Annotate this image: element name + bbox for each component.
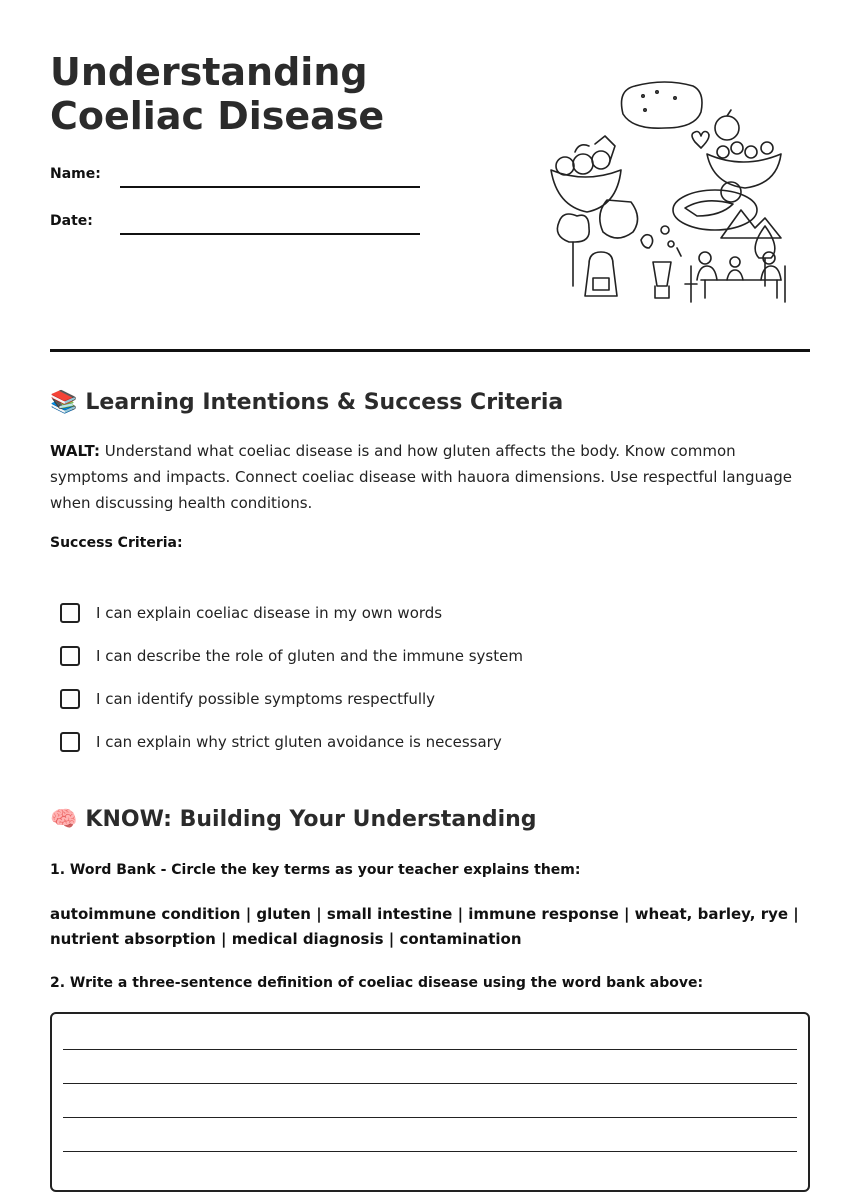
know-heading: 🧠 KNOW: Building Your Understanding <box>50 807 537 832</box>
answer-line <box>63 1151 797 1152</box>
page-title: Understanding Coeliac Disease <box>50 50 385 138</box>
name-field[interactable] <box>120 186 420 188</box>
criteria-item <box>60 687 435 711</box>
healthy-food-illustration <box>545 72 795 312</box>
answer-line <box>63 1049 797 1050</box>
success-criteria-label: Success Criteria: <box>50 535 183 551</box>
definition-answer-box[interactable] <box>50 1012 810 1192</box>
books-icon: 📚 <box>50 390 78 415</box>
criteria-text: I can explain why strict gluten avoidance is necessary <box>96 733 502 751</box>
bread-loaf-icon <box>622 82 703 128</box>
question-1: 1. Word Bank - Circle the key terms as your teacher explains them: <box>50 862 581 878</box>
criteria-checkbox[interactable] <box>60 646 80 666</box>
criteria-text: I can explain coeliac disease in my own words <box>96 604 443 622</box>
learning-heading: 📚 Learning Intentions & Success Criteria <box>50 390 564 415</box>
criteria-checkbox[interactable] <box>60 603 80 623</box>
walt-label: WALT: <box>50 442 100 460</box>
date-label: Date: <box>50 213 93 229</box>
brain-icon: 🧠 <box>50 807 78 832</box>
criteria-item <box>60 644 523 668</box>
walt-paragraph <box>50 438 810 516</box>
blender-icon <box>653 262 671 286</box>
criteria-checkbox[interactable] <box>60 732 80 752</box>
name-label: Name: <box>50 166 101 182</box>
criteria-item <box>60 730 502 754</box>
criteria-checkbox[interactable] <box>60 689 80 709</box>
question-2: 2. Write a three-sentence definition of coeliac disease using the word bank above: <box>50 975 704 991</box>
criteria-text: I can describe the role of gluten and the immune system <box>96 647 523 665</box>
header-divider <box>50 349 810 352</box>
word-bank: autoimmune condition | gluten | small intestine | immune response | wheat, barley, rye | nutrient absorption | medical diagnosis | contamination <box>50 905 799 948</box>
date-field[interactable] <box>120 233 420 235</box>
criteria-text: I can identify possible symptoms respectfully <box>96 690 436 708</box>
tree-icon <box>557 214 589 242</box>
criteria-item <box>60 601 442 625</box>
walt-text: Understand what coeliac disease is and how gluten affects the body. Know common symptoms and impacts. Connect coeliac disease with hauora dimensions. Use respectful language when discussing health conditions. <box>50 442 793 512</box>
answer-line <box>63 1083 797 1084</box>
answer-line <box>63 1117 797 1118</box>
